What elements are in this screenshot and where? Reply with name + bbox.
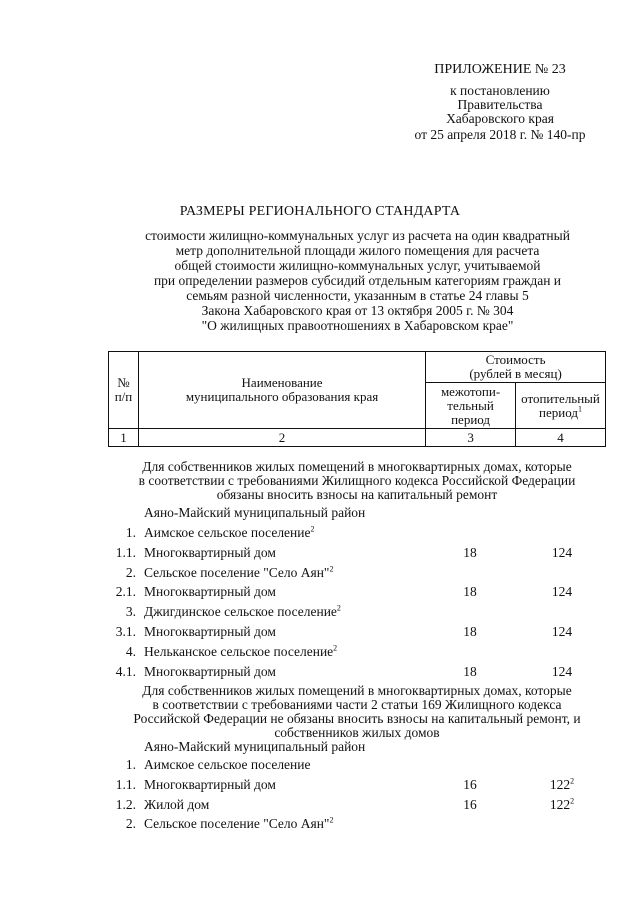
row-interheating-value: 18: [463, 544, 477, 560]
appendix-title: ПРИЛОЖЕНИЕ № 23: [434, 62, 566, 77]
row-heating-value: [518, 796, 606, 814]
section-heading-line: в соответствии с требованиями части 2 статьи 169 Жилищного кодекса: [152, 697, 562, 712]
section-heading-line: Для собственников жилых помещений в многоквартирных домах, которые: [142, 683, 572, 698]
footnote-mark: 2: [570, 796, 575, 806]
table-row: [108, 583, 606, 601]
row-name-text: Сельское поселение "Село Аян": [144, 816, 330, 832]
table-row: [108, 544, 606, 562]
header-cost-line: Стоимость: [485, 352, 546, 367]
row-name: [144, 603, 341, 621]
row-heating-text: 122: [549, 776, 571, 792]
row-name: [144, 643, 337, 661]
section-heading-line: Российской Федерации не обязаны вносить взносы на капитальный ремонт, и: [133, 711, 581, 726]
document-heading: РАЗМЕРЫ РЕГИОНАЛЬНОГО СТАНДАРТА: [179, 204, 461, 219]
row-heating-value: [518, 623, 606, 641]
header-interheating-col: [426, 383, 516, 429]
row-interheating-value: 16: [463, 776, 477, 792]
appendix-line-4: от 25 апреля 2018 г. № 140-пр: [414, 127, 586, 142]
section-heading-line: в соответствии с требованиями Жилищного кодекса Российской Федерации: [138, 473, 576, 488]
footnote-mark: 2: [336, 603, 341, 613]
appendix-line-2: Правительства: [457, 97, 543, 112]
row-name-text: Аимское сельское поселение: [144, 525, 311, 540]
header-period-line: [518, 406, 603, 420]
row-name-text: Многоквартирный дом: [144, 663, 276, 679]
row-name-text: Многоквартирный дом: [144, 584, 276, 600]
table-row: [108, 815, 606, 833]
header-period-line: отопительный: [521, 390, 600, 406]
row-name: [144, 564, 333, 582]
header-num-label: № п/п: [114, 375, 133, 404]
description-line: общей стоимости жилищно-коммунальных услуг, учитываемой: [174, 258, 541, 273]
row-name: [144, 623, 276, 641]
table-row: [108, 776, 606, 794]
row-name: [144, 776, 276, 794]
row-name: [144, 663, 276, 681]
row-number: 2.: [125, 816, 136, 832]
row-heating-text: 124: [551, 584, 573, 600]
row-number: 1.1.: [115, 544, 136, 560]
table-row: [108, 564, 606, 582]
row-heating-value: [518, 776, 606, 794]
section-2-district: Аяно-Майский муниципальный район: [144, 739, 366, 754]
header-period-line: период: [451, 411, 491, 427]
row-name: [144, 756, 310, 774]
row-name: [144, 583, 276, 601]
footnote-mark: 2: [329, 564, 334, 574]
row-heating-value: [518, 663, 606, 681]
row-number: 1.1.: [115, 776, 136, 792]
header-period-line: межотопи-: [440, 383, 501, 399]
section-1-heading: [108, 460, 606, 502]
row-number: 3.: [125, 604, 136, 620]
section-heading-line: собственников жилых домов: [274, 725, 440, 740]
section-heading-line: Для собственников жилых помещений в многоквартирных домах, которые: [142, 459, 572, 474]
table-row: [108, 524, 606, 542]
header-index: 2: [138, 429, 425, 447]
row-name-text: Многоквартирный дом: [144, 624, 276, 639]
row-number: 4.: [125, 643, 136, 659]
header-index: 1: [109, 429, 139, 447]
row-interheating-value: 18: [463, 624, 477, 639]
header-name-col: [138, 352, 425, 429]
description-line: стоимости жилищно-коммунальных услуг из расчета на один квадратный: [145, 228, 570, 243]
row-number: 2.1.: [115, 584, 136, 600]
row-heating-value: [518, 544, 606, 562]
row-name: [144, 524, 314, 542]
row-heating-value: [518, 583, 606, 601]
document-description: [110, 228, 605, 333]
row-number: 3.1.: [115, 624, 136, 639]
row-number: 2.: [125, 564, 136, 580]
row-number: 4.1.: [115, 663, 136, 679]
footnote-mark: 2: [333, 643, 338, 653]
row-name-text: Многоквартирный дом: [144, 544, 276, 560]
row-name: [144, 796, 209, 814]
header-name-line: муниципального образования края: [185, 389, 379, 404]
header-num-col: [109, 352, 139, 429]
header-index: 4: [516, 429, 606, 447]
row-heating-text: 124: [551, 624, 573, 639]
description-line: метр дополнительной площади жилого помещения для расчета: [175, 243, 540, 258]
header-heating-col: [516, 383, 606, 429]
row-heating-text: 124: [551, 544, 573, 560]
row-name-text: Нельканское сельское поселение: [144, 643, 334, 659]
description-line: "О жилищных правоотношениях в Хабаровском крае": [201, 318, 514, 333]
table-row: [108, 643, 606, 661]
row-name: [144, 544, 276, 562]
row-name-text: Аимское сельское поселение: [144, 757, 311, 772]
row-number: 1.2.: [115, 796, 136, 812]
header-cost-col: [426, 352, 606, 383]
row-interheating-value: 18: [463, 584, 477, 600]
row-number: 1.: [125, 757, 136, 772]
row-name: [144, 815, 333, 833]
table-row: [108, 756, 606, 774]
description-line: при определении размеров субсидий отдельным категориям граждан и: [153, 273, 562, 288]
header-cost-line: (рублей в месяц): [469, 366, 562, 381]
header-index: 3: [426, 429, 516, 447]
footnote-mark: 2: [310, 524, 315, 534]
footnote-mark: 2: [329, 815, 334, 825]
cost-table-header: [108, 351, 606, 447]
row-interheating-value: 16: [463, 796, 477, 812]
table-row: [108, 623, 606, 641]
row-name-text: Многоквартирный дом: [144, 776, 276, 792]
row-name-text: Жилой дом: [144, 796, 210, 812]
appendix-line-1: к постановлению: [450, 83, 550, 98]
table-row: [108, 663, 606, 681]
footnote-mark: 2: [570, 776, 575, 786]
header-period-line: тельный: [447, 397, 494, 413]
row-heating-text: 122: [549, 796, 571, 812]
footnote-mark: 1: [577, 404, 582, 414]
appendix-line-3: Хабаровского края: [446, 111, 554, 126]
section-1-district: Аяно-Майский муниципальный район: [144, 505, 366, 520]
table-row: [108, 603, 606, 621]
row-number: 1.: [125, 525, 136, 540]
header-name-line: Наименование: [241, 375, 323, 390]
row-name-text: Джигдинское сельское поселение: [144, 604, 337, 620]
section-2-heading: [108, 684, 606, 740]
section-heading-line: обязаны вносить взносы на капитальный ремонт: [216, 487, 498, 502]
description-line: семьям разной численности, указанным в статье 24 главы 5: [186, 288, 529, 303]
row-interheating-value: 18: [463, 663, 477, 679]
table-row: [108, 796, 606, 814]
row-heating-text: 124: [551, 663, 573, 679]
row-name-text: Сельское поселение "Село Аян": [144, 564, 330, 580]
description-line: Закона Хабаровского края от 13 октября 2005 г. № 304: [201, 303, 514, 318]
header-period-word: период: [539, 404, 578, 420]
